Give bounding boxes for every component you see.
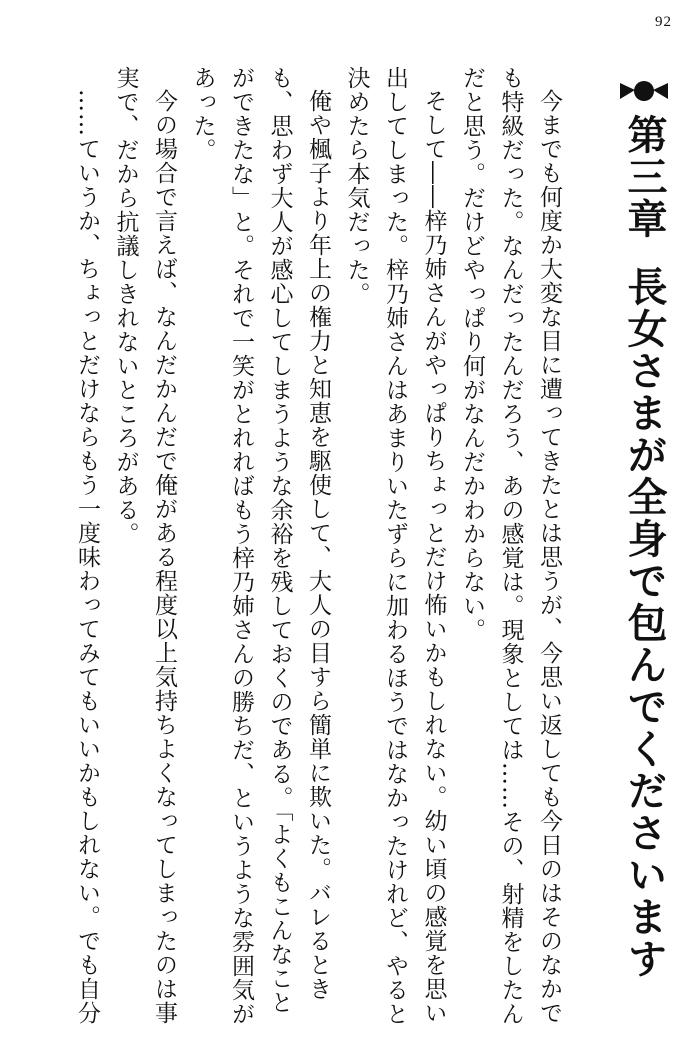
body-text: [68, 66, 569, 1032]
paragraph-3: 俺や楓子より年上の権力と知恵を駆使して、大人の目すら簡単に欺いた。バレるときも、思わず大人が感心してしまうような余裕を残しておくのである。「よくもこんなことができたな」と。それで一笑がとれればもう梓乃姉さんの勝ちだ、というような雰囲気があった。: [189, 66, 331, 1026]
paragraph-1: 今までも何度か大変な目に遭ってきたとは思うが、今思い返しても今日のはそのなかでも特級だった。なんだったんだろう、あの感覚は。現象としては……その、射精をしたんだと思う。だけどやっぱり何がなんだかわからない。: [459, 66, 562, 1026]
paragraph-2: そして――梓乃姉さんがやっぱりちょっとだけ怖いかもしれない。幼い頃の感覚を思い出してしまった。梓乃姉さんはあまりいたずらに加わるほうではなかったけれど、やると決めたら本気だった。: [343, 66, 447, 1026]
chapter-number: 第三章: [621, 114, 667, 240]
paragraph-4: 今の場合で言えば、なんだかんだで俺がある程度以上気持ちよくなってしまったのは事実で、だから抗議しきれないところがある。: [112, 66, 177, 1025]
candy-ornament-icon: [616, 76, 672, 106]
chapter-title: [616, 114, 672, 980]
paragraph-5: ……ていうか、ちょっとだけならもう一度味わってみてもいいかもしれない。でも自分: [74, 89, 100, 1025]
chapter-heading: [616, 76, 672, 1006]
page-number: 92: [655, 14, 672, 30]
chapter-title-text: 長女さまが全身で包んでくださいます: [621, 266, 667, 980]
